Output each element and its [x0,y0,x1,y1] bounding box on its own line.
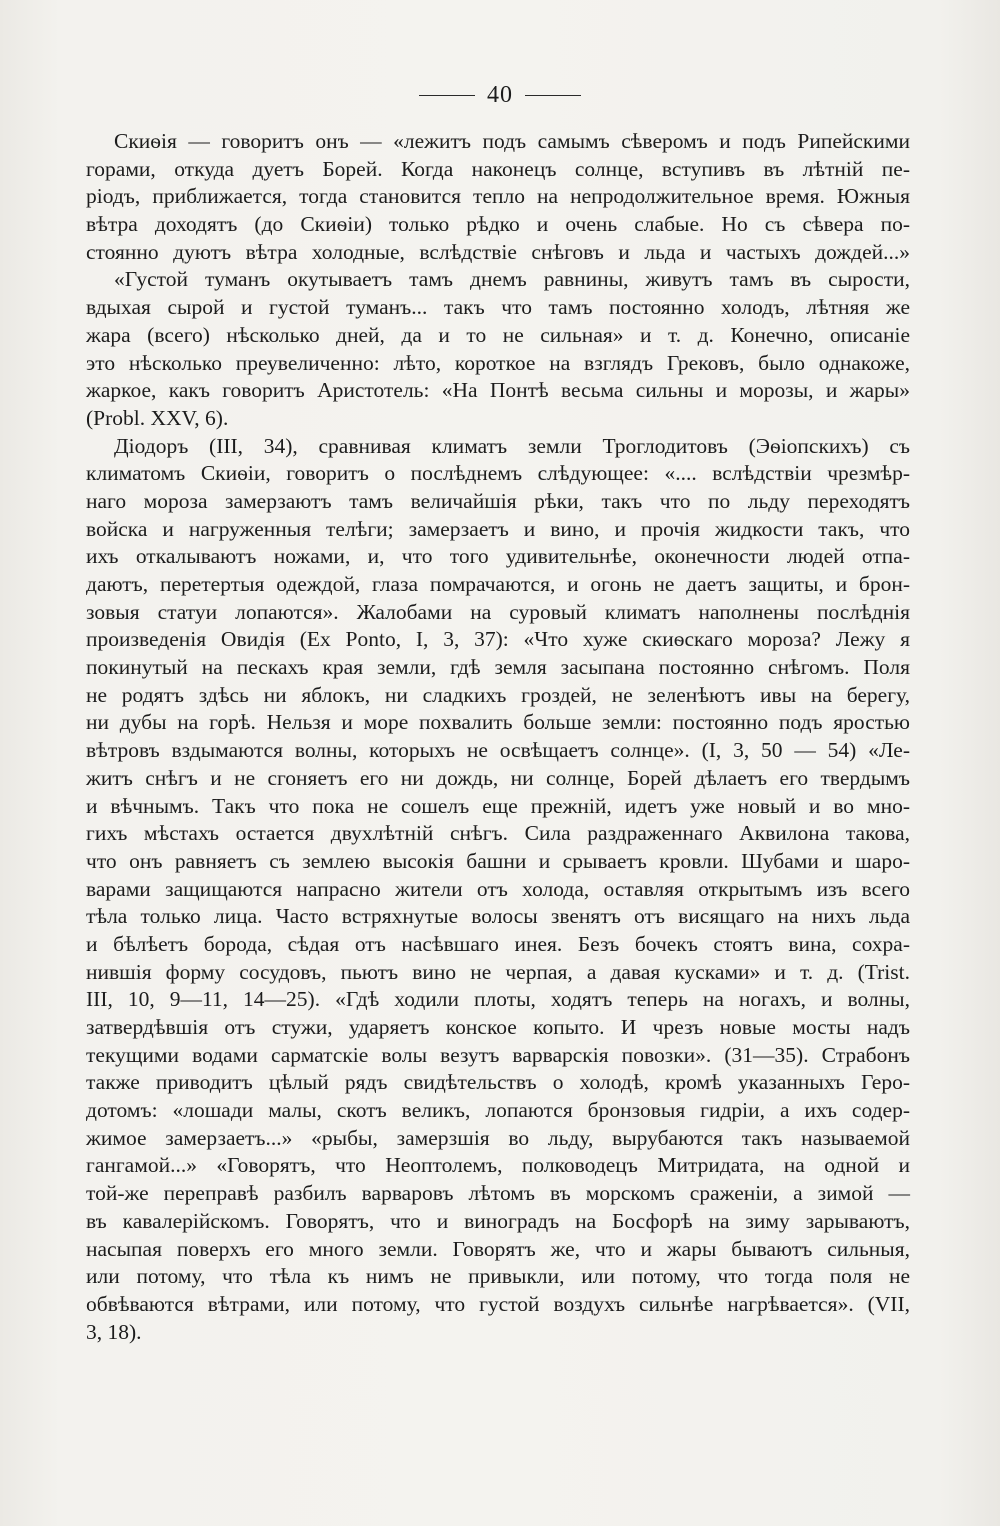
text-line: дотомъ: «лошади малы, скотъ великъ, лопаются бронзовыя гидріи, а ихъ содер- [86,1098,910,1123]
text-line: жаркое, какъ говоритъ Аристотель: «На Понтѣ весьма сильны и морозы, и жары» [86,378,910,403]
paragraph-3 [86,433,910,1347]
text-line: 3, 18). [86,1319,142,1344]
text-line: войска и нагруженныя телѣги; замерзаетъ и вино, и прочія жидкости такъ, что [86,516,910,541]
text-line: ни дубы на горѣ. Нельзя и море похвалить больше земли: постоянно подъ яростью [86,710,910,735]
paragraph-2 [86,266,910,432]
page-header [0,82,1000,116]
text-line: житъ снѣгъ и не сгоняетъ его ни дождь, ни солнце, Борей дѣлаетъ его твердымъ [86,765,910,790]
text-line: и вѣчнымъ. Такъ что пока не сошелъ еще прежній, идетъ уже новый и во мно- [86,793,910,818]
text-line: климатомъ Скиѳіи, говоритъ о послѣднемъ слѣдующее: «.... вслѣдствіи чрезмѣр- [86,461,910,486]
text-line: затвердѣвшія отъ стужи, ударяетъ конское копыто. И чрезъ новые мосты надъ [86,1015,910,1039]
text-line: вѣтра доходятъ (до Скиѳіи) только рѣдко и очень слабые. Но съ сѣвера по- [86,212,910,237]
text-line: тѣла только лица. Часто встряхнутые волосы звенятъ отъ висящаго на нихъ льда [86,904,910,929]
text-line: ихъ откалываютъ ножами, и, что того удивительнѣе, оконечности людей отпа- [86,544,910,569]
text-line: не родятъ здѣсь ни яблокъ, ни сладкихъ гроздей, не зеленѣютъ ивы на берегу, [86,682,910,707]
text-line: (Probl. XXV, 6). [86,405,229,430]
text-line: нившія форму сосудовъ, пьютъ вино не черпая, а давая кусками» и т. д. (Trist. [86,959,910,984]
text-line: вдыхая сырой и густой туманъ... такъ что тамъ постоянно холодъ, лѣтняя же [86,295,910,320]
text-line: что онъ равняетъ съ землею высокія башни и срываетъ кровли. Шубами и шаро- [86,848,910,873]
text-line: и бѣлѣетъ борода, сѣдая отъ насѣвшаго инея. Безъ бочекъ стоятъ вина, сохра- [86,931,910,956]
paragraph-1 [86,128,910,266]
header-rule-right [525,95,581,96]
text-line: Скиѳія — говоритъ онъ — «лежитъ подъ самымъ сѣверомъ и подъ Рипейскими [114,129,910,153]
text-line: зовыя статуи лопаются». Жалобами на суровый климатъ наполнены послѣднія [86,599,910,624]
text-line: насыпая поверхъ его много земли. Говорятъ же, что и жары бываютъ сильныя, [86,1236,910,1261]
header-rule-left [419,95,475,96]
text-line: вѣтровъ вздымаются волны, которыхъ не освѣщаетъ солнце». (I, 3, 50 — 54) «Ле- [86,738,910,763]
body-text [86,128,910,1346]
text-line: гангамой...» «Говорятъ, что Неоптолемъ, полководецъ Митридата, на одной и [86,1153,910,1178]
text-line: или потому, что тѣла къ нимъ не привыкли, или потому, что тогда поля не [86,1264,910,1289]
text-line: горами, откуда дуетъ Борей. Когда наконецъ солнце, вступивъ въ лѣтній пе- [86,156,910,181]
text-line: той-же переправѣ разбилъ варваровъ лѣтомъ въ морскомъ сраженіи, а зимой — [86,1181,910,1206]
text-line: даютъ, перетертыя одеждой, глаза помрачаются, и огонь не даетъ защиты, и брон- [86,572,910,596]
text-line: покинутый на пескахъ края земли, гдѣ земля засыпана постоянно снѣгомъ. Поля [86,655,910,680]
text-line: обвѣваются вѣтрами, или потому, что густой воздухъ сильнѣе нагрѣвается». (VII, [86,1291,910,1316]
text-line: жимое замерзаетъ...» «рыбы, замерзшія во льду, вырубаются такъ называемой [86,1125,910,1150]
text-line: произведенія Овидія (Ex Ponto, I, 3, 37): «Что хуже скиѳскаго мороза? Лежу я [86,627,910,652]
text-line: наго мороза замерзаютъ тамъ величайшія рѣки, такъ что по льду переходятъ [86,488,910,513]
text-line: это нѣсколько преувеличенно: лѣто, короткое на взглядъ Грековъ, было однакоже, [86,350,910,375]
text-line: Діодоръ (III, 34), сравнивая климатъ земли Троглодитовъ (Эѳіопскихъ) съ [114,433,910,458]
text-line: «Густой туманъ окутываетъ тамъ днемъ равнины, живутъ тамъ въ сырости, [114,267,910,292]
text-line: стоянно дуютъ вѣтра холодные, вслѣдствіе снѣговъ и льда и частыхъ дождей...» [86,239,910,264]
text-line: также приводитъ цѣлый рядъ свидѣтельствъ о холодѣ, кромѣ указанныхъ Геро- [86,1070,910,1095]
text-line: въ кавалерійскомъ. Говорятъ, что и виноградъ на Босфорѣ на зиму зарываютъ, [86,1208,910,1233]
text-line: жара (всего) нѣсколько дней, да и то не сильная» и т. д. Конечно, описаніе [86,322,910,347]
text-line: ріодъ, приближается, тогда становится тепло на непродолжительное время. Южныя [86,184,910,209]
text-line: гихъ мѣстахъ остается двухлѣтній снѣгъ. Сила раздраженнаго Аквилона такова, [86,821,910,846]
text-line: варами защищаются напрасно жители отъ холода, оставляя открытымъ изъ всего [86,876,910,901]
text-line: текущими водами сарматскіе волы везутъ варварскія повозки». (31—35). Страбонъ [86,1042,910,1067]
page-number: 40 [487,82,513,108]
text-line: III, 10, 9—11, 14—25). «Гдѣ ходили плоты, ходятъ теперь на ногахъ, и волны, [86,987,910,1012]
